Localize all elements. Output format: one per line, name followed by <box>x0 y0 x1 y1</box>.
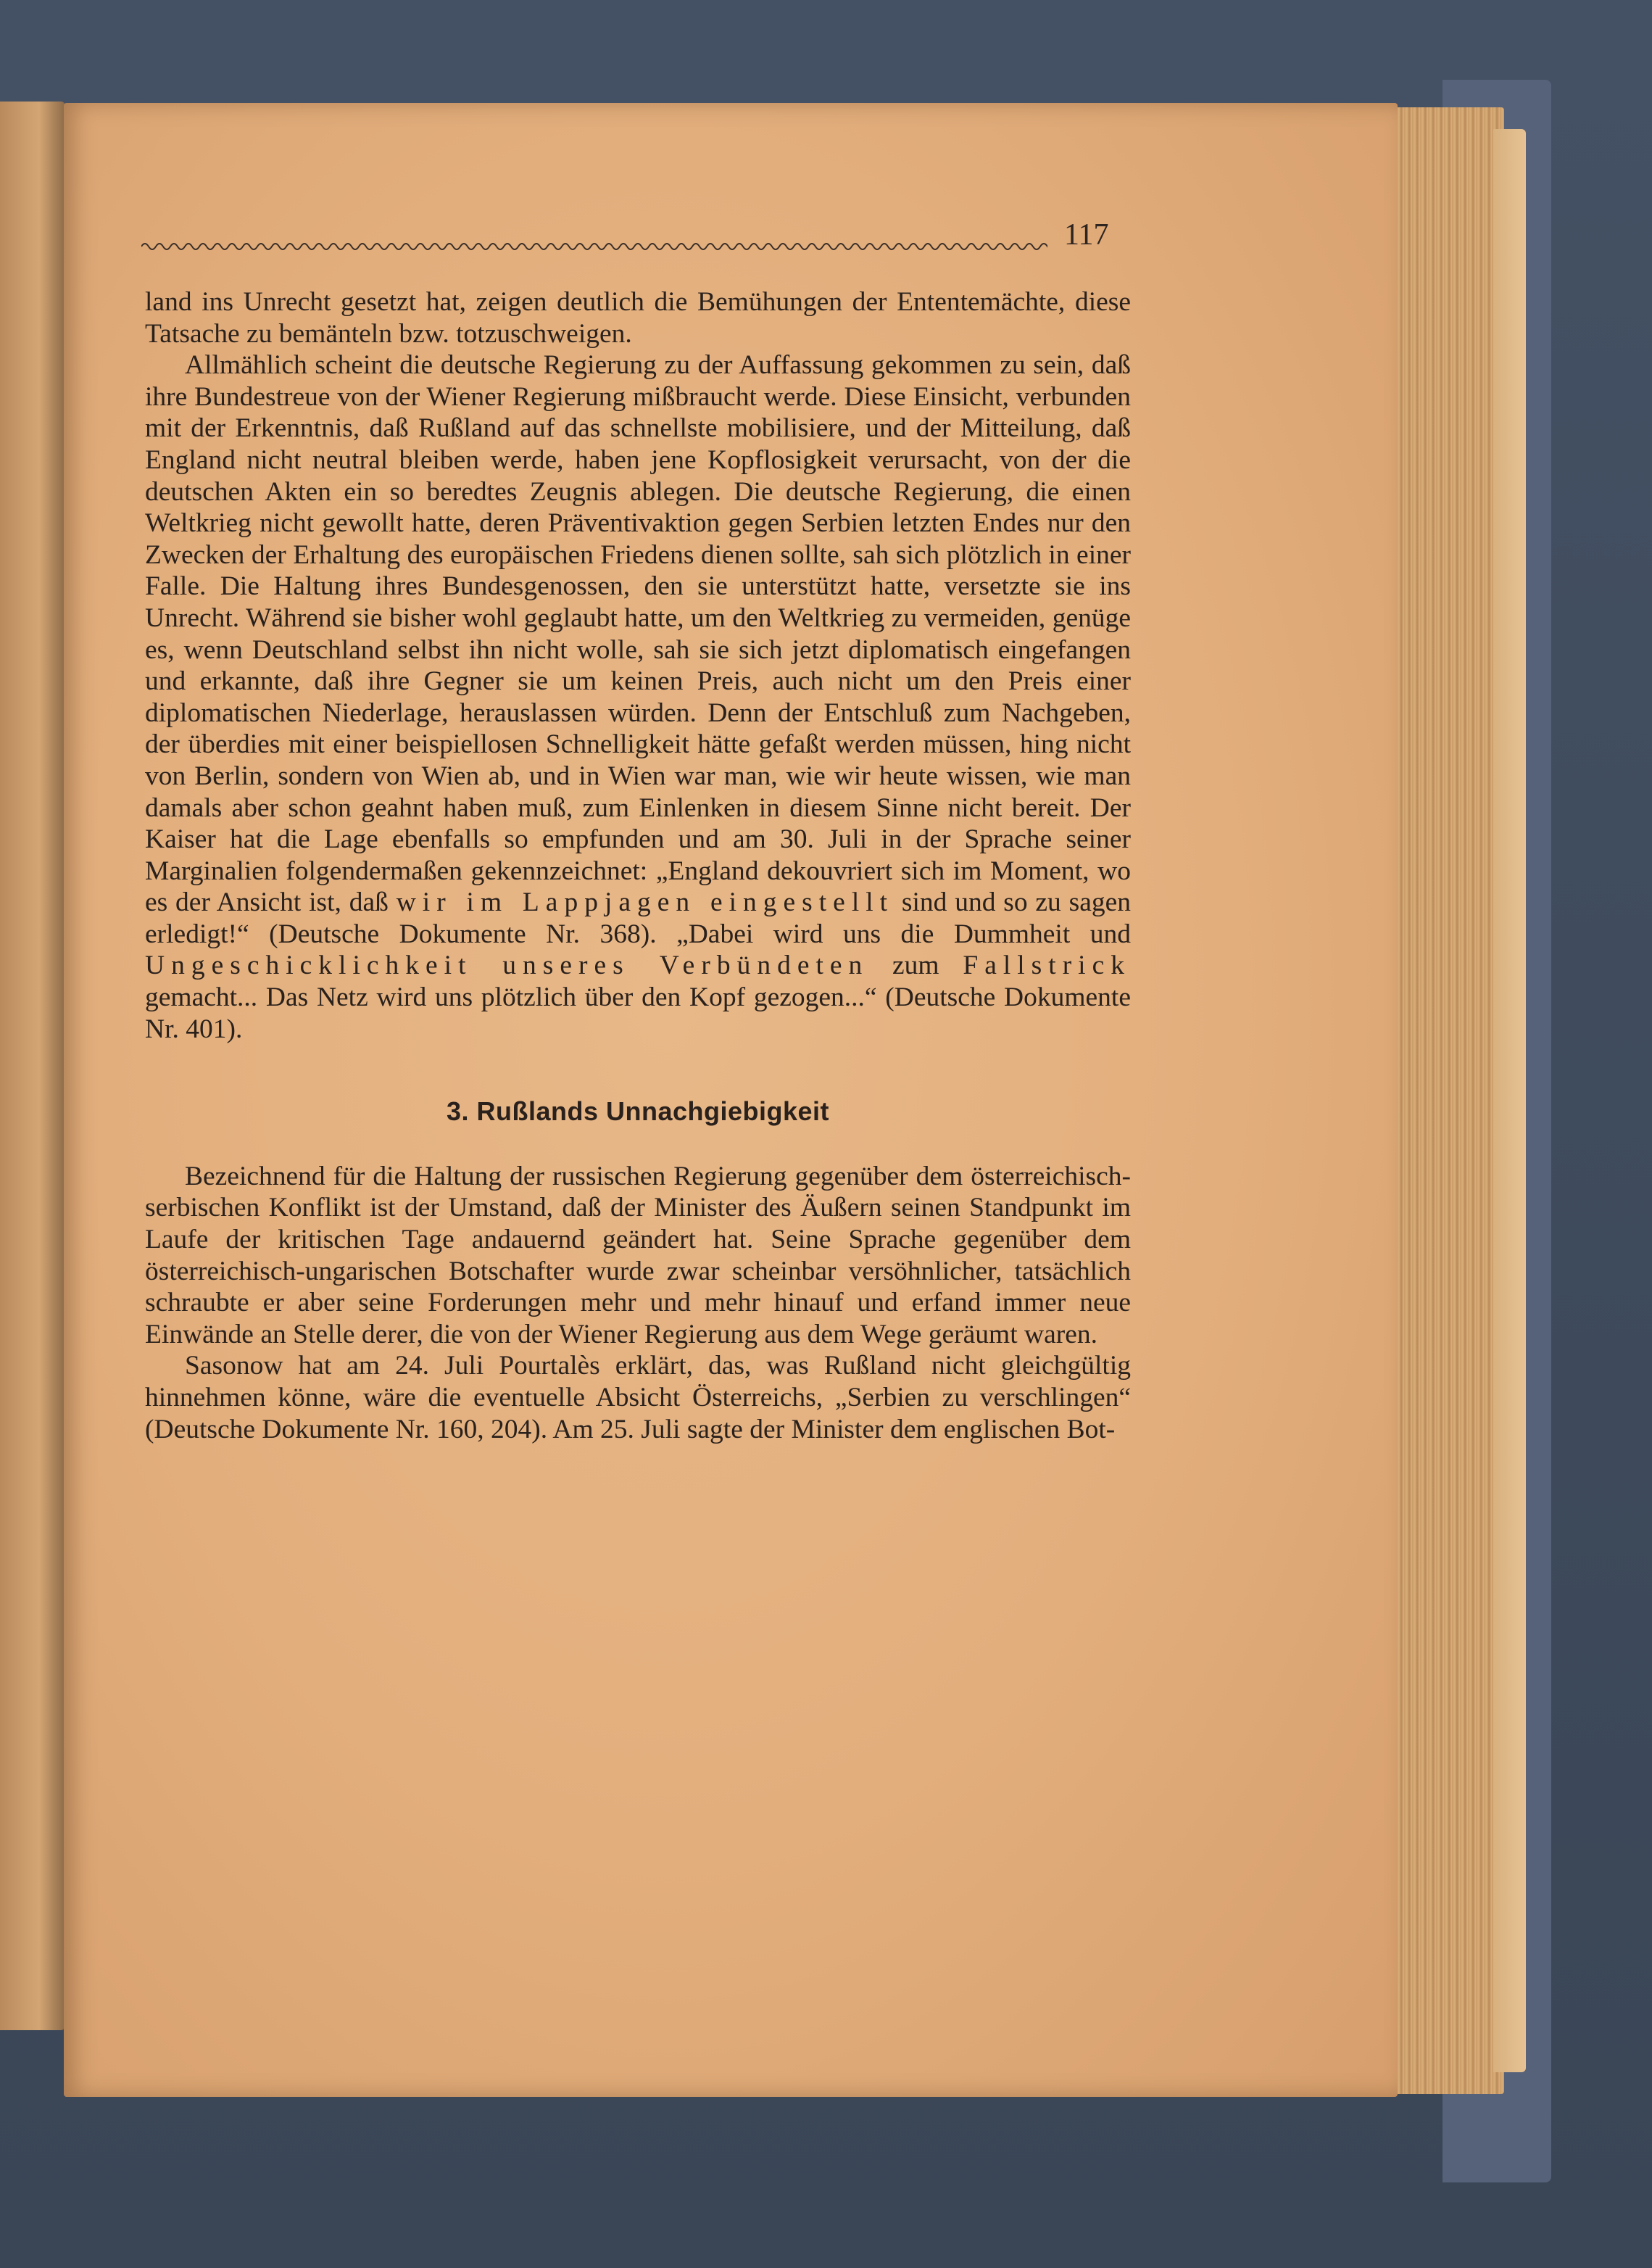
paragraphs-bottom <box>145 1161 1131 1445</box>
paragraphs-top <box>145 286 1131 1045</box>
emphasized-text: Ungeschicklichkeit unseres Verbündeten <box>145 951 869 981</box>
text-segment: Allmählich scheint die deutsche Regierung zu der Auffassung gekommen zu sein, daß ihre Bundestreue von der Wiener Regierung mißbraucht werde. Diese Einsicht, verbunden mit der Erkenntnis, daß Rußland auf das schnellste mobilisiere, und der Mitteilung, daß England nicht neutral bleiben werde, haben jene Kopflosigkeit verursacht, von der die deutschen Akten ein so beredtes Zeugnis ablegen. Die deutsche Regierung, die einen Weltkrieg nicht gewollt hatte, deren Präventivaktion gegen Serbien letzten Endes nur den Zwecken der Erhaltung des europäischen Friedens dienen sollte, sah sich plötzlich in einer Falle. Die Haltung ihres Bundesgenossen, den sie unterstützt hatte, versetzte sie ins Unrecht. Während sie bisher wohl geglaubt hatte, um den Weltkrieg zu vermeiden, genüge es, wenn Deutschland selbst ihn nicht wolle, sah sie sich jetzt diplomatisch eingefangen und erkannte, daß ihre Gegner sie um keinen Preis, auch nicht um den Preis einer diplomatischen Niederlage, herauslassen würden. Denn der Entschluß zum Nachgeben, der überdies mit einer beispiellosen Schnelligkeit hätte gefaßt werden müssen, hing nicht von Berlin, sondern von Wien ab, und in Wien war man, wie wir heute wissen, wie man damals aber schon geahnt haben muß, zum Einlenken in diesem Sinne nicht bereit. Der Kaiser hat die Lage ebenfalls so empfunden und am 30. Juli in der Sprache seiner Marginalien folgendermaßen gekennzeichnet: „England dekouvriert sich im Moment, wo es der Ansicht ist, daß <box>145 350 1131 918</box>
section-heading: 3. Rußlands Unnachgiebigkeit <box>446 1096 830 1127</box>
page-number: 117 <box>1064 218 1109 252</box>
page-body <box>145 286 1131 1445</box>
page-block-edges <box>1388 107 1504 2094</box>
text-segment: Bezeichnend für die Haltung der russischen Regierung gegenüber dem österreichisch-serbischen Konflikt ist der Umstand, daß der Minister des Äußern seinen Standpunkt im Laufe der kritischen Tage andauernd geändert hat. Seine Sprache gegenüber dem österreichisch-ungarischen Botschafter wurde zwar scheinbar versöhnlicher, tatsächlich schraubte er aber seine Forderungen mehr und mehr hinauf und erfand immer neue Einwände an Stelle derer, die von der Wiener Regierung aus dem Wege geräumt waren. <box>145 1161 1131 1349</box>
text-segment: land ins Unrecht gesetzt hat, zeigen deutlich die Bemühungen der Ententemächte, diese Tatsache zu bemänteln bzw. totzuschweigen. <box>145 287 1131 349</box>
paragraph <box>145 286 1131 349</box>
paragraph <box>145 1161 1131 1351</box>
paragraph <box>145 1350 1131 1445</box>
emphasized-text: Fallstrick <box>963 951 1131 981</box>
paragraph <box>145 349 1131 1045</box>
previous-page-edge <box>0 102 65 2030</box>
text-segment: Sasonow hat am 24. Juli Pourtalès erklärt, das, was Rußland nicht gleichgültig hinnehmen könne, wäre die eventuelle Absicht Österreichs, „Serbien zu verschlingen“ (Deutsche Dokumente Nr. 160, 204). Am 25. Juli sagte der Minister dem englischen Bot- <box>145 1351 1131 1444</box>
text-segment: gemacht... Das Netz wird uns plötzlich über den Kopf gezogen...“ (Deutsche Dokumente Nr. 401). <box>145 982 1131 1044</box>
text-segment: zum <box>868 951 963 981</box>
decorative-header-rule <box>141 239 1047 254</box>
text-segment: sind und so zu sagen erledigt!“ (Deutsche Dokumente Nr. 368). „Dabei wird uns die Dummheit und <box>145 887 1131 949</box>
emphasized-text: wir im Lappjagen eingestellt <box>396 887 895 918</box>
